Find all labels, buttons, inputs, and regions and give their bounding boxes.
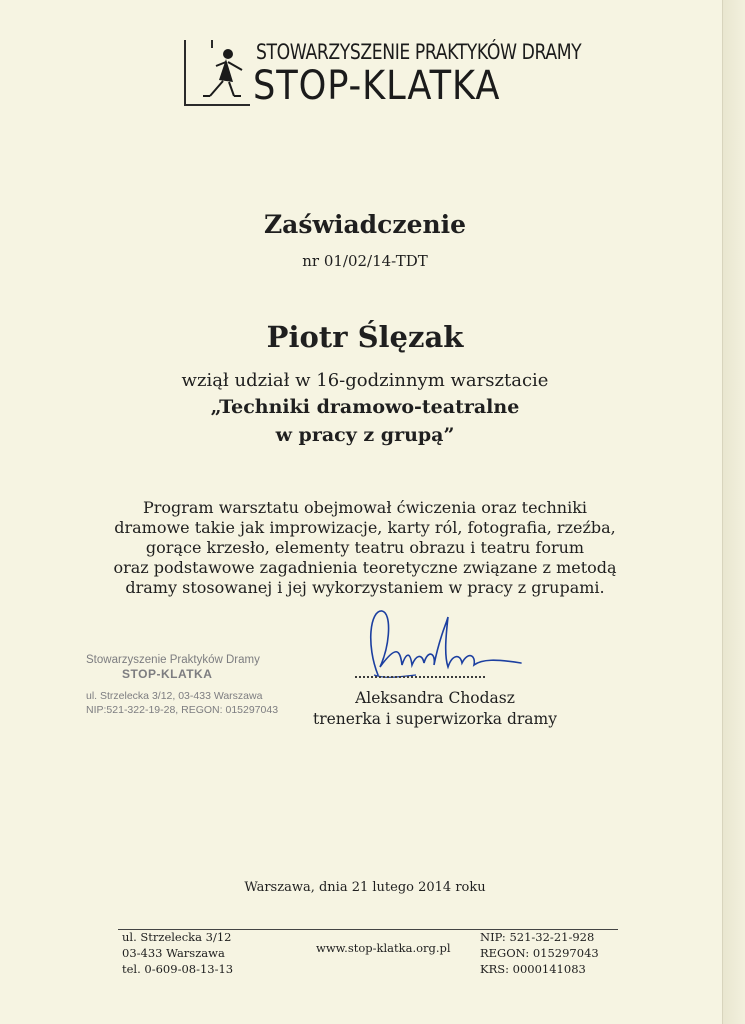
logo-org-name: STOP-KLATKA bbox=[253, 63, 501, 109]
signer-role: trenerka i superwizorka dramy bbox=[313, 710, 557, 728]
certificate-title: Zaświadczenie bbox=[263, 210, 467, 239]
stamp-line: ul. Strzelecka 3/12, 03-433 Warszawa bbox=[86, 690, 263, 702]
program-line: dramowe takie jak improwizacje, karty ról, fotografia, rzeźba, bbox=[114, 518, 616, 537]
organization-stamp bbox=[86, 653, 278, 717]
footer-line: REGON: 015297043 bbox=[480, 946, 599, 960]
footer-line: KRS: 0000141083 bbox=[480, 962, 586, 976]
program-line: Program warsztatu obejmował ćwiczenia oraz techniki bbox=[142, 498, 588, 517]
signature-line bbox=[355, 676, 485, 678]
stamp-line: Stowarzyszenie Praktyków Dramy bbox=[86, 654, 260, 666]
footer-line: 03-433 Warszawa bbox=[122, 946, 225, 960]
participation-text: wziął udział w 16-godzinnym warsztacie bbox=[181, 370, 549, 391]
handwritten-signature bbox=[356, 605, 526, 685]
footer-registration bbox=[480, 929, 599, 977]
stamp-line: NIP:521-322-19-28, REGON: 015297043 bbox=[86, 704, 279, 716]
program-description bbox=[0, 498, 730, 598]
workshop-title-line1: „Techniki dramowo-teatralne bbox=[210, 396, 520, 418]
workshop-title-line2: w pracy z grupą” bbox=[275, 424, 455, 446]
footer-address bbox=[122, 929, 233, 977]
signer-name: Aleksandra Chodasz bbox=[355, 689, 515, 707]
recipient-name: Piotr Ślęzak bbox=[266, 320, 464, 354]
certificate-number: nr 01/02/14-TDT bbox=[302, 252, 428, 270]
program-line: oraz podstawowe zagadnienia teoretyczne związane z metodą bbox=[113, 558, 617, 577]
footer-line: NIP: 521-32-21-928 bbox=[480, 930, 595, 944]
logo-org-line: STOWARZYSZENIE PRAKTYKÓW DRAMY bbox=[256, 40, 582, 64]
scan-edge bbox=[722, 0, 745, 1024]
program-line: gorące krzesło, elementy teatru obrazu i teatru forum bbox=[145, 538, 585, 557]
issue-date: Warszawa, dnia 21 lutego 2014 roku bbox=[244, 880, 486, 895]
signer-block bbox=[300, 688, 570, 730]
logo-figure-icon bbox=[184, 40, 250, 106]
footer-line: tel. 0-609-08-13-13 bbox=[122, 962, 234, 976]
footer-website: www.stop-klatka.org.pl bbox=[316, 941, 451, 955]
program-line: dramy stosowanej i jej wykorzystaniem w pracy z grupami. bbox=[125, 578, 605, 597]
stamp-line: STOP-KLATKA bbox=[122, 667, 213, 681]
footer-line: ul. Strzelecka 3/12 bbox=[122, 930, 232, 944]
